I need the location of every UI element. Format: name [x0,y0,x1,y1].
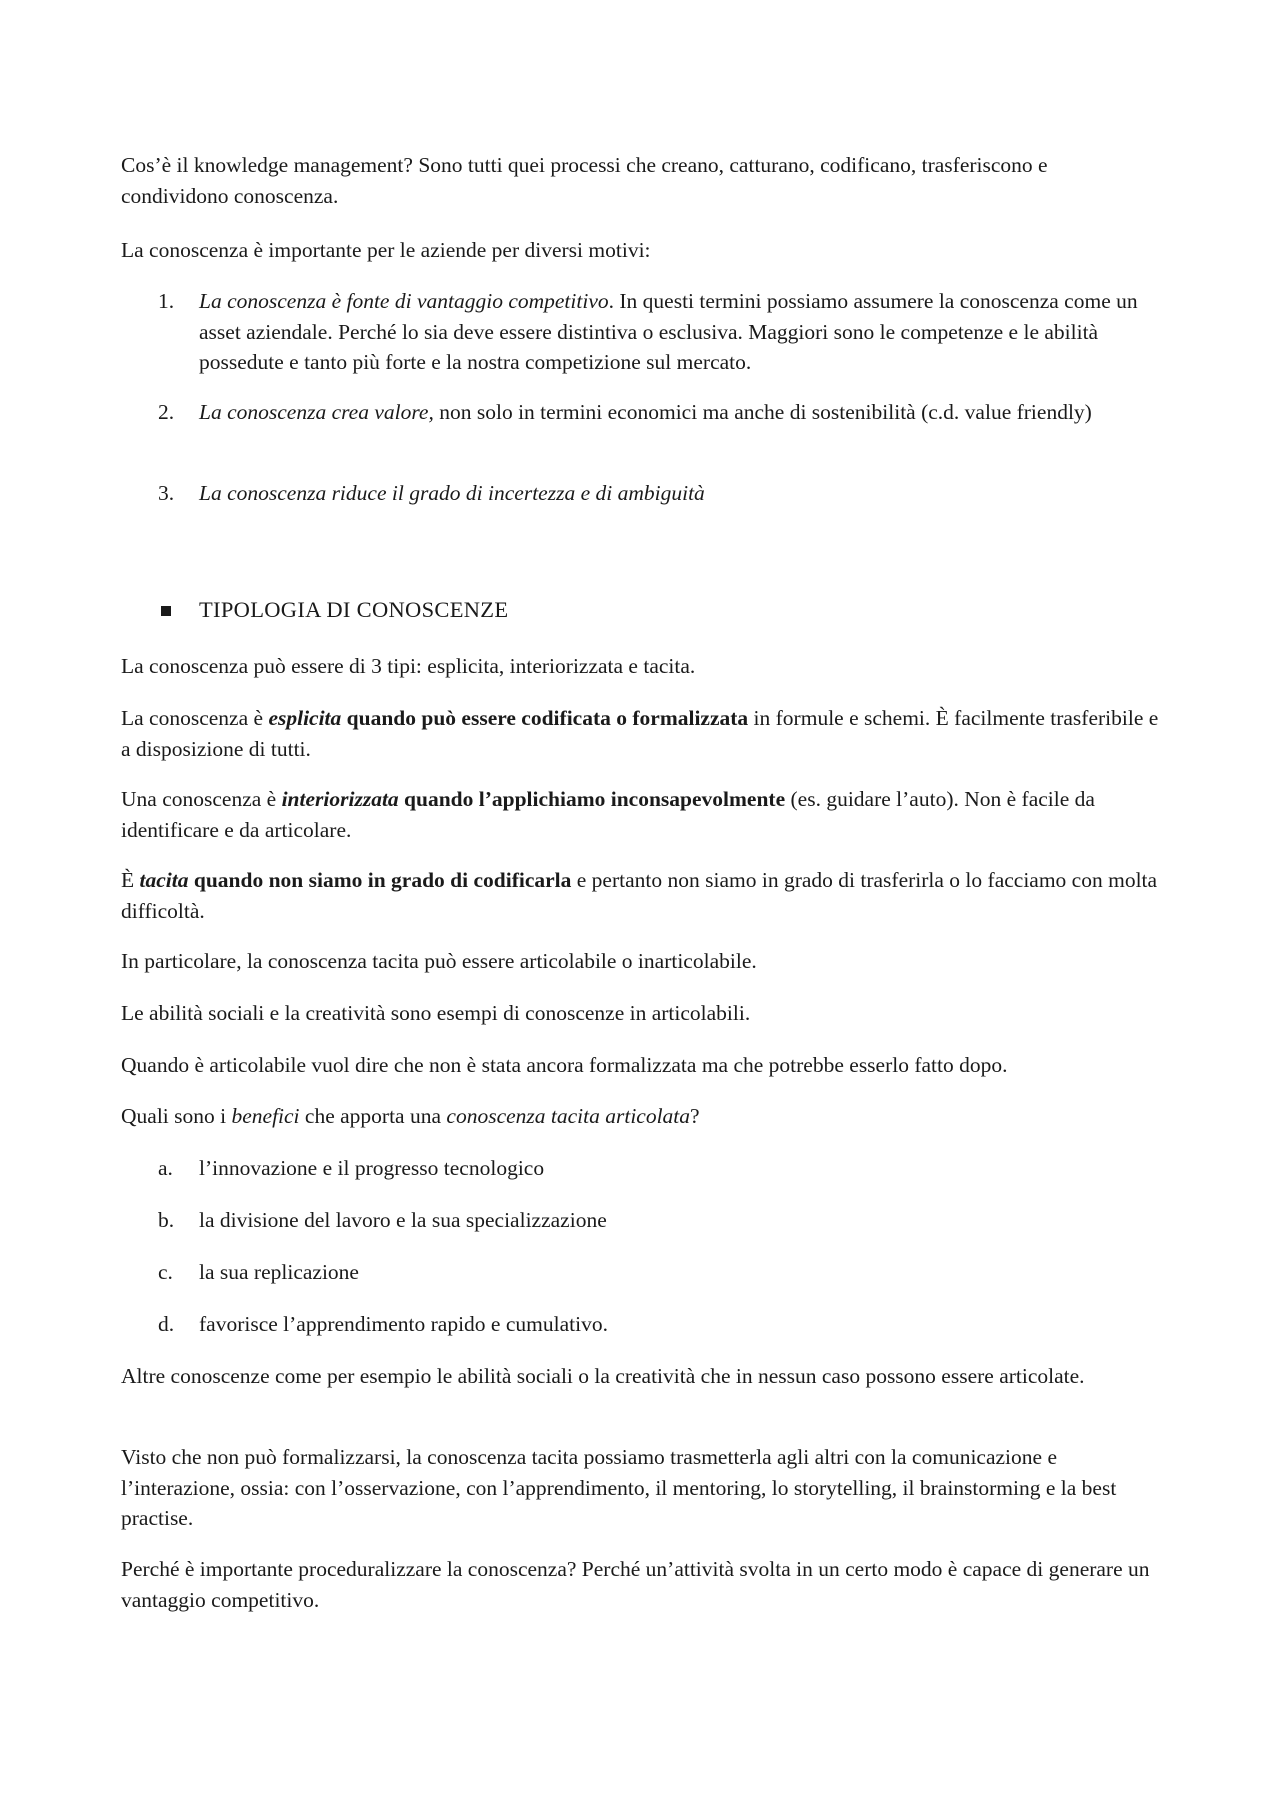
internalized-bold: quando l’applichiamo inconsapevolmente [398,787,786,811]
section-heading: TIPOLOGIA DI CONOSCENZE [199,597,509,622]
tacit-bold: quando non siamo in grado di codificarla [188,868,572,892]
benefit-item-b: la divisione del lavoro e la sua specializzazione [199,1208,607,1232]
intro-line-1: Cos’è il knowledge management? Sono tutti quei processi che creano, catturano, codificano, trasferiscono e [121,153,1048,177]
benefits-q-italic-1: benefici [231,1104,300,1128]
tacit-paragraph [121,865,1161,926]
benefits-q-italic-2: conoscenza tacita articolata [446,1104,691,1128]
internalized-paragraph [121,784,1161,845]
list-item-1-text: . In questi termini possiamo assumere la conoscenza come un asset aziendale. Perché lo sia deve essere distintiva o esclusiva. Maggiori sono le competenze e le abilità possedute e tanto più forte e la nostra competizione sul mercato. [199,289,1138,374]
explicit-post: in formule e schemi. È facilmente trasferibile e a disposizione di tutti. [121,706,1159,761]
internalized-term: interiorizzata [281,787,399,811]
benefit-marker-b: b. [158,1208,175,1232]
transmit-paragraph: Visto che non può formalizzarsi, la conoscenza tacita possiamo trasmetterla agli altri con la comunicazione e l’interazione, ossia: con l’osservazione, con l’apprendimento, il mentoring, lo storytelling, il brainstorming e la best practise. [121,1445,1117,1530]
benefit-item-c: la sua replicazione [199,1260,359,1284]
explicit-paragraph [121,703,1161,764]
benefit-marker-d: d. [158,1312,175,1336]
list-item-3-italic: La conoscenza riduce il grado di incertezza e di ambiguità [199,481,705,505]
list-item-1 [199,286,1161,378]
benefits-q-mid: che apporta una [299,1104,447,1128]
list-item-2 [199,397,1161,428]
benefit-item-d: favorisce l’apprendimento rapido e cumulativo. [199,1312,608,1336]
benefit-marker-c: c. [158,1260,173,1284]
explicit-pre: La conoscenza è [121,706,269,730]
explicit-term: esplicita [268,706,342,730]
list-item-1-italic: La conoscenza è fonte di vantaggio competitivo [199,289,609,313]
list-marker-2: 2. [158,400,175,424]
benefits-q-post: ? [690,1104,700,1128]
internalized-pre: Una conoscenza è [121,787,282,811]
procedural-paragraph: Perché è importante proceduralizzare la conoscenza? Perché un’attività svolta in un certo modo è capace di generare un vantaggio competitivo. [121,1557,1150,1612]
list-item-2-italic: La conoscenza crea valore, [199,400,434,424]
list-item-2-text: non solo in termini economici ma anche di sostenibilità (c.d. value friendly) [433,400,1092,424]
list-marker-1: 1. [158,289,175,313]
explicit-bold: quando può essere codificata o formalizzata [341,706,749,730]
benefits-q-pre: Quali sono i [121,1104,232,1128]
intro-line-2: condividono conoscenza. [121,183,339,208]
other-paragraph: Altre conoscenze come per esempio le abilità sociali o la creatività che in nessun caso possono essere articolate. [121,1364,1085,1388]
benefit-marker-a: a. [158,1156,173,1180]
benefit-item-a: l’innovazione e il progresso tecnologico [199,1156,545,1180]
list-marker-3: 3. [158,481,175,505]
tacit-pre: È [121,868,140,892]
types-intro: La conoscenza può essere di 3 tipi: esplicita, interiorizzata e tacita. [121,654,696,678]
importance-lead: La conoscenza è importante per le aziende per diversi motivi: [121,238,651,262]
tacit-term: tacita [139,868,189,892]
particular-paragraph: In particolare, la conoscenza tacita può essere articolabile o inarticolabile. [121,949,757,973]
social-paragraph: Le abilità sociali e la creatività sono esempi di conoscenze in articolabili. [121,1001,751,1025]
benefits-question [121,1101,1161,1132]
intro-paragraph [121,150,1161,211]
articulable-paragraph: Quando è articolabile vuol dire che non è stata ancora formalizzata ma che potrebbe esserlo fatto dopo. [121,1053,1008,1077]
internalized-post: (es. guidare l’auto). Non è facile da identificare e da articolare. [121,787,1095,842]
tacit-post: e pertanto non siamo in grado di trasferirla o lo facciamo con molta difficoltà. [121,868,1158,923]
square-bullet-icon [161,606,171,616]
list-item-3 [199,478,1161,509]
